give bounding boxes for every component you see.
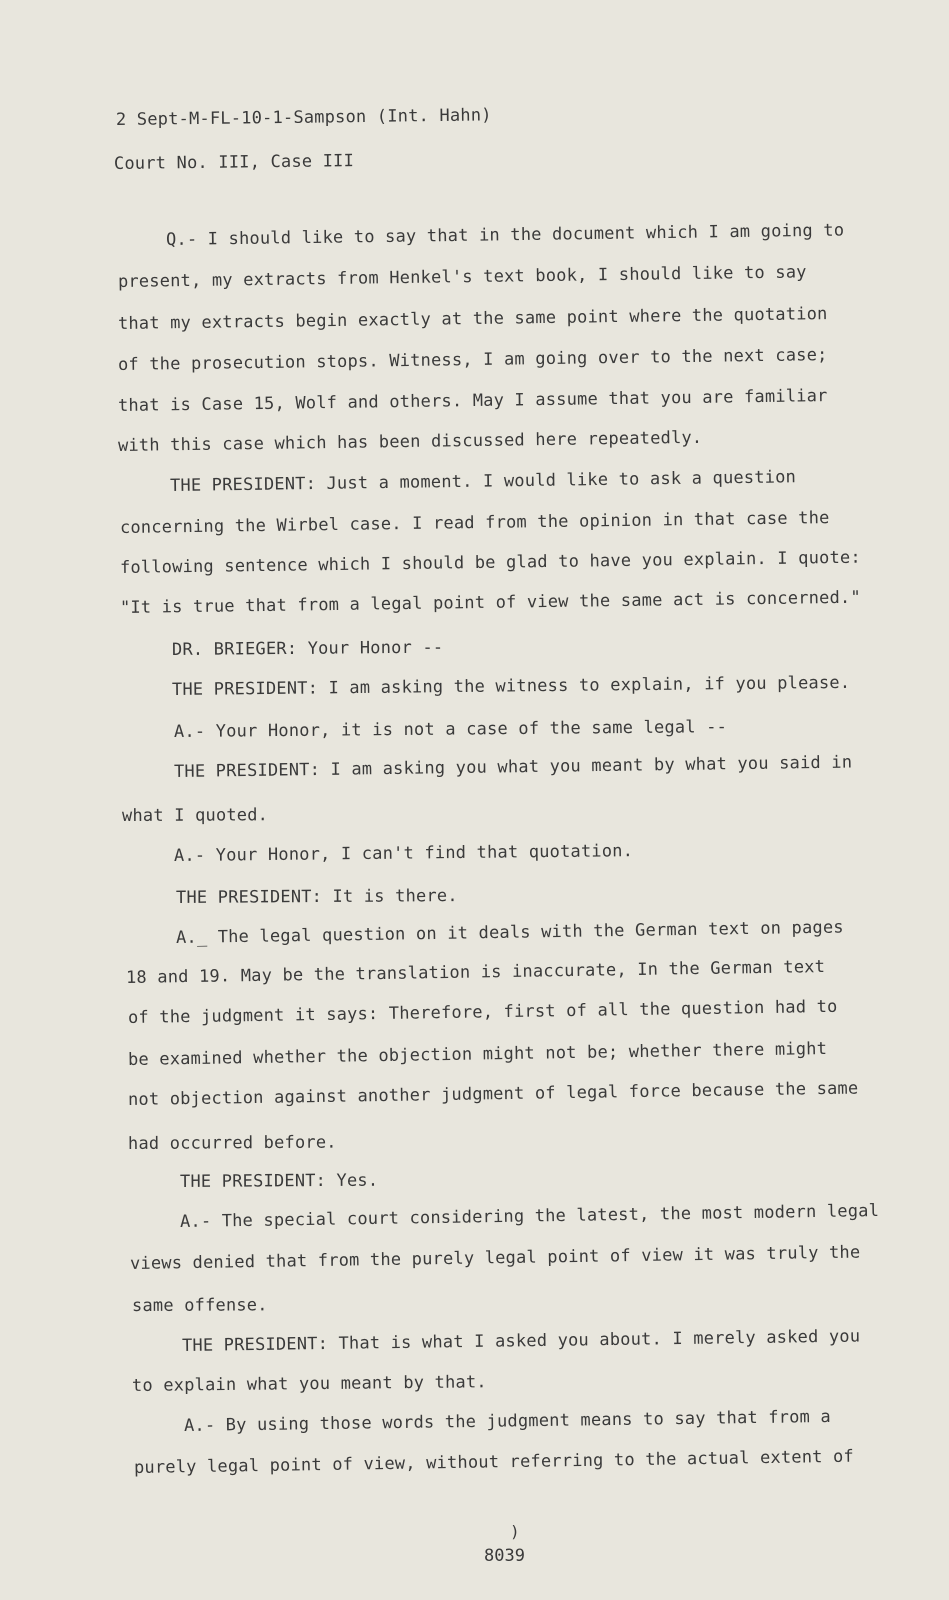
text-line: be examined whether the objection might not be; whether there might bbox=[127, 1039, 828, 1070]
page-number: 8039 bbox=[484, 1546, 525, 1566]
text-line: that my extracts begin exactly at the same point where the quotation bbox=[117, 304, 828, 334]
text-line: Q.- I should like to say that in the document which I am going to bbox=[165, 220, 845, 250]
text-line: of the prosecution stops. Witness, I am going over to the next case; bbox=[117, 345, 828, 375]
text-line: purely legal point of view, without referring to the actual extent of bbox=[133, 1446, 855, 1478]
text-line: concerning the Wirbel case. I read from the opinion in that case the bbox=[119, 508, 830, 538]
header-court: Court No. III, Case III bbox=[113, 151, 355, 174]
text-line: with this case which has been discussed here repeatedly. bbox=[117, 427, 703, 456]
text-line: of the judgment it says: Therefore, first of all the question had to bbox=[127, 996, 838, 1028]
text-line: THE PRESIDENT: That is what I asked you about. I merely asked you bbox=[181, 1326, 861, 1356]
text-line: that is Case 15, Wolf and others. May I assume that you are familiar bbox=[117, 386, 828, 416]
text-line: THE PRESIDENT: Just a moment. I would like to ask a question bbox=[169, 467, 797, 496]
text-line: following sentence which I should be glad to have you explain. I quote: bbox=[119, 547, 861, 578]
text-line: views denied that from the purely legal point of view it was truly the bbox=[129, 1242, 861, 1274]
text-line: DR. BRIEGER: Your Honor -- bbox=[171, 637, 444, 660]
text-line: A.- By using those words the judgment means to say that from a bbox=[183, 1406, 832, 1436]
text-line: not objection against another judgment of legal force because the same bbox=[127, 1078, 859, 1110]
text-line: THE PRESIDENT: It is there. bbox=[175, 886, 458, 908]
text-line: A.- The special court considering the latest, the most modern legal bbox=[179, 1201, 880, 1232]
text-line: A._ The legal question on it deals with the German text on pages bbox=[175, 917, 844, 948]
text-line: same offense. bbox=[131, 1295, 268, 1316]
header-reference: 2 Sept-M-FL-10-1-Sampson (Int. Hahn) bbox=[115, 105, 492, 130]
text-line: THE PRESIDENT: Yes. bbox=[179, 1170, 379, 1192]
text-line: A.- Your Honor, it is not a case of the same legal -- bbox=[173, 717, 728, 742]
text-line: to explain what you meant by that. bbox=[131, 1372, 487, 1396]
text-line: what I quoted. bbox=[121, 805, 269, 826]
text-line: A.- Your Honor, I can't find that quotation. bbox=[173, 841, 634, 866]
text-line: THE PRESIDENT: I am asking the witness to explain, if you please. bbox=[171, 672, 851, 700]
text-line: present, my extracts from Henkel's text book, I should like to say bbox=[117, 262, 807, 292]
text-line: 18 and 19. May be the translation is inaccurate, In the German text bbox=[125, 957, 826, 988]
text-line: THE PRESIDENT: I am asking you what you meant by what you said in bbox=[173, 752, 853, 782]
text-line: had occurred before. bbox=[127, 1132, 337, 1154]
page-mark: ) bbox=[510, 1522, 520, 1541]
text-line: "It is true that from a legal point of view the same act is concerned." bbox=[119, 587, 861, 618]
